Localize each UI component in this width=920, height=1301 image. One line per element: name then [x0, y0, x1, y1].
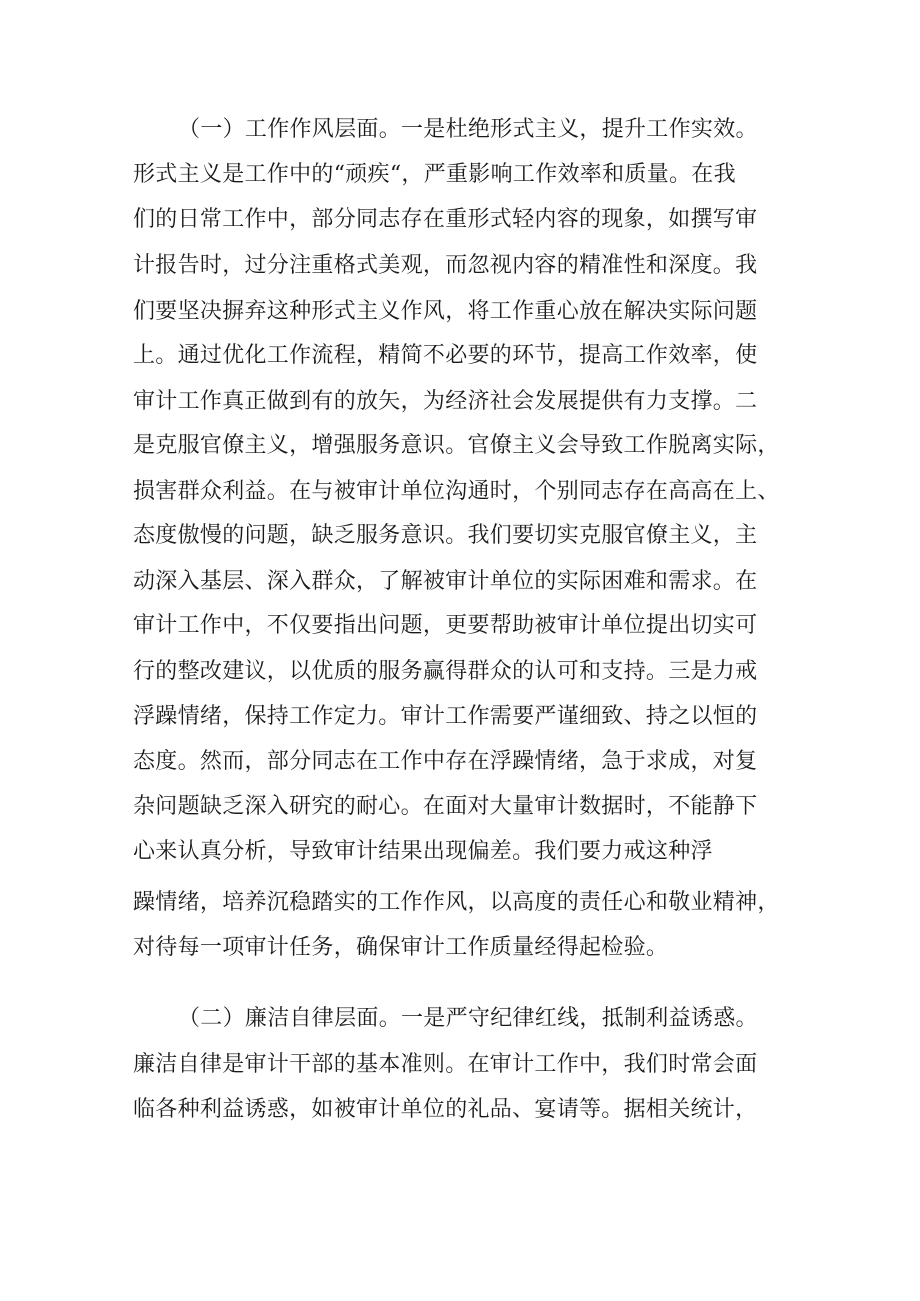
paragraph-1-line-7: 审计工作真正做到有的放矢，为经济社会发展提供有力支撑。二 — [133, 389, 758, 414]
paragraph-1-line-4: 计报告时，过分注重格式美观，而忽视内容的精准性和深度。我 — [133, 253, 758, 278]
paragraph-1-line-8: 是克服官僚主义，增强服务意识。官僚主义会导致工作脱离实际， — [133, 433, 780, 458]
paragraph-1-line-12: 审计工作中，不仅要指出问题，更要帮助被审计单位提出切实可 — [133, 613, 758, 638]
paragraph-1-line-11: 动深入基层、深入群众，了解被审计单位的实际困难和需求。在 — [133, 569, 758, 594]
paragraph-1-line-1: （一）工作作风层面。一是杜绝形式主义，提升工作实效。 — [178, 117, 758, 142]
paragraph-1-line-19: 对待每一项审计任务，确保审计工作质量经得起检验。 — [133, 935, 669, 960]
paragraph-1-line-18: 躁情绪，培养沉稳踏实的工作作风，以高度的责任心和敬业精神， — [133, 890, 780, 915]
paragraph-1-line-9: 损害群众利益。在与被审计单位沟通时，个别同志存在高高在上、 — [133, 479, 780, 504]
paragraph-1-line-14: 浮躁情绪，保持工作定力。审计工作需要严谨细致、持之以恒的 — [133, 704, 758, 729]
paragraph-1-line-2: 形式主义是工作中的“顽疾“，严重影响工作效率和质量。在我 — [133, 162, 736, 187]
paragraph-1-line-15: 态度。然而，部分同志在工作中存在浮躁情绪，急于求成，对复 — [133, 749, 758, 774]
paragraph-1-line-16: 杂问题缺乏深入研究的耐心。在面对大量审计数据时，不能静下 — [133, 794, 758, 819]
paragraph-1-line-3: 们的日常工作中，部分同志存在重形式轻内容的现象，如撰写审 — [133, 207, 758, 232]
paragraph-2-line-3: 临各种利益诱惑，如被审计单位的礼品、宴请等。据相关统计， — [133, 1097, 758, 1122]
paragraph-1-line-6: 上。通过优化工作流程，精简不必要的环节，提高工作效率，使 — [133, 343, 758, 368]
paragraph-1-line-10: 态度傲慢的问题，缺乏服务意识。我们要切实克服官僚主义，主 — [133, 523, 758, 548]
paragraph-2-line-1: （二）廉洁自律层面。一是严守纪律红线，抵制利益诱惑。 — [178, 1006, 758, 1031]
paragraph-1-line-5: 们要坚决摒弃这种形式主义作风，将工作重心放在解决实际问题 — [133, 299, 758, 324]
paragraph-2-line-2: 廉洁自律是审计干部的基本准则。在审计工作中，我们时常会面 — [133, 1052, 758, 1077]
paragraph-1-line-17: 心来认真分析，导致审计结果出现偏差。我们要力戒这种浮 — [133, 839, 713, 864]
paragraph-1-line-13: 行的整改建议，以优质的服务赢得群众的认可和支持。三是力戒 — [133, 659, 758, 684]
